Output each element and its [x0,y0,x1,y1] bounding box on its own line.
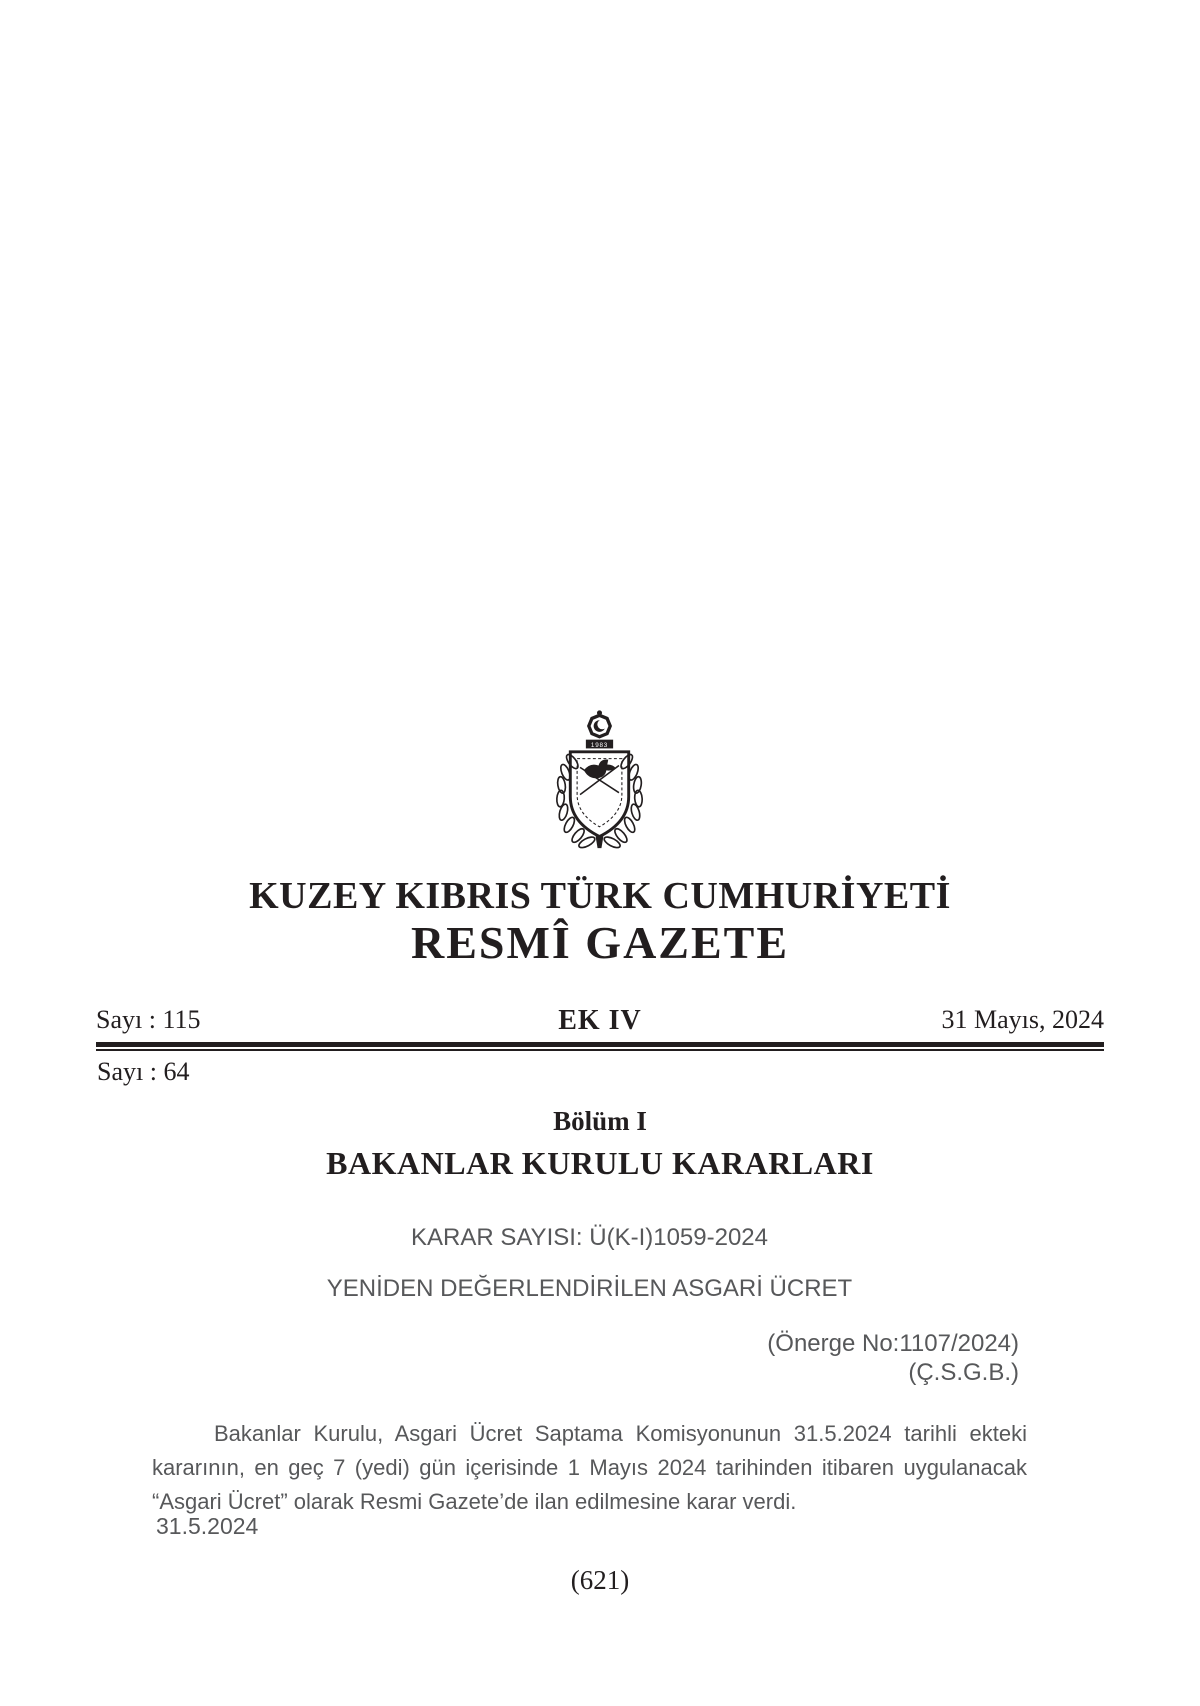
proposal-reference: (Önerge No:1107/2024) [767,1330,1019,1357]
header-bar [96,1004,1104,1035]
ministry-reference: (Ç.S.G.B.) [908,1359,1019,1386]
secondary-issue-number: Sayı : 64 [97,1057,190,1086]
masthead-gazette-title: RESMÎ GAZETE [410,917,790,968]
coat-of-arms-icon [531,709,668,855]
decision-body-line: Bakanlar Kurulu, Asgari Ücret Saptama Komisyonunun 31.5.2024 tarihli ekteki [214,1421,1027,1446]
emblem-year-text: 1983 [590,741,609,749]
page-number: (621) [570,1565,630,1595]
part-heading: Bölüm I [553,1106,647,1136]
signature-date: 31.5.2024 [156,1513,259,1539]
decision-body [152,1417,1027,1519]
divider-rule [96,1042,1104,1051]
decision-body-line: “Asgari Ücret” olarak Resmi Gazete’de ilan edilmesine karar verdi. [152,1489,797,1514]
emblem-wreath-knot [596,837,604,849]
decision-number: KARAR SAYISI: Ü(K-I)1059-2024 [410,1224,769,1251]
section-title: BAKANLAR KURULU KARARLARI [326,1145,874,1181]
supplement-label: EK IV [558,1005,642,1036]
decision-body-line: kararının, en geç 7 (yedi) gün içerisinde 1 Mayıs 2024 tarihinden itibaren uygulanacak [152,1455,1027,1480]
masthead-country: KUZEY KIBRIS TÜRK CUMHURİYETİ [249,875,951,917]
issue-number: Sayı : 115 [96,1005,201,1034]
decision-subject: YENİDEN DEĞERLENDİRİLEN ASGARİ ÜCRET [326,1275,853,1302]
issue-date: 31 Mayıs, 2024 [941,1005,1104,1034]
